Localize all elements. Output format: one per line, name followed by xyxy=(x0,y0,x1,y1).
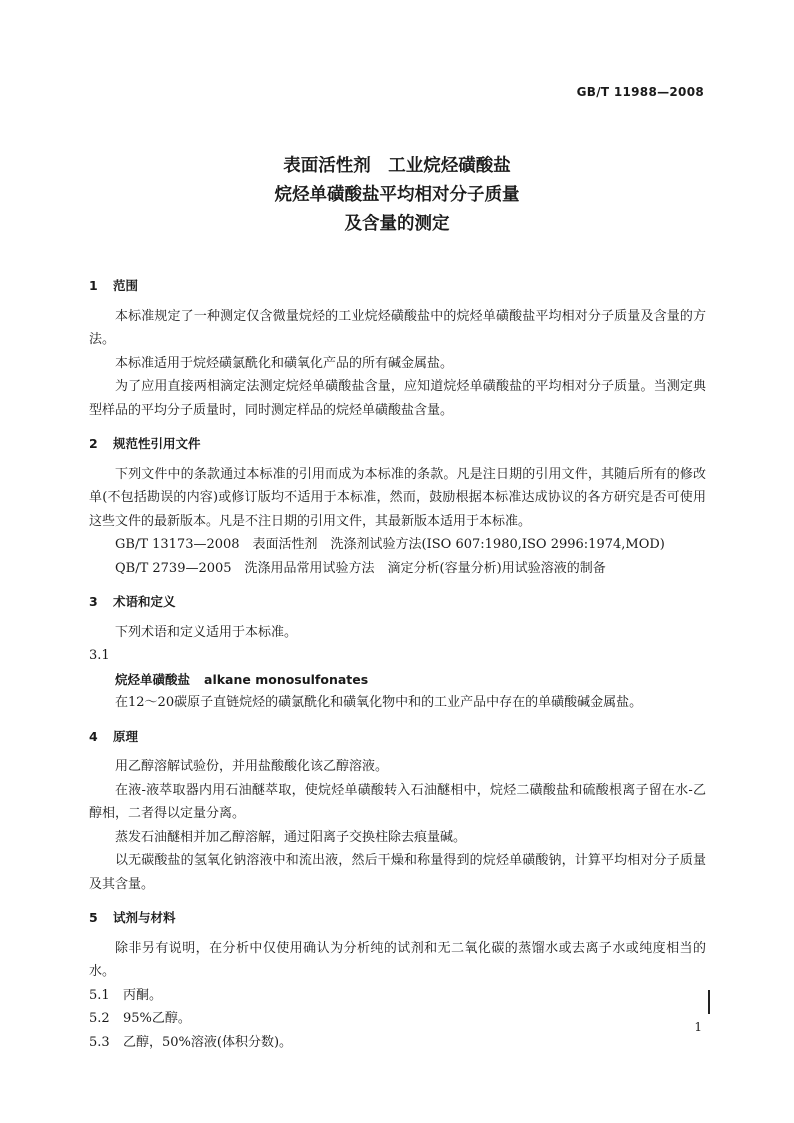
title-line-2: 烷烃单磺酸盐平均相对分子质量 xyxy=(274,185,520,205)
title-line-1: 表面活性剂 工业烷烃磺酸盐 xyxy=(283,156,511,176)
section-heading xyxy=(89,725,706,749)
paragraph: 用乙醇溶解试验份，并用盐酸酸化该乙醇溶液。 xyxy=(115,759,389,774)
term-chinese: 烷烃单磺酸盐 xyxy=(115,671,191,687)
item-number: 5.2 xyxy=(89,1011,110,1026)
term-definition: 在12～20碳原子直链烷烃的磺氯酰化和磺氧化物中和的工业产品中存在的单磺酸碱金属盐。 xyxy=(115,695,643,710)
section-terms xyxy=(89,590,706,715)
item-text: 乙醇，50%溶液(体积分数)。 xyxy=(123,1034,293,1050)
paragraph: 蒸发石油醚相并加乙醇溶解，通过阳离子交换柱除去痕量碱。 xyxy=(115,829,467,845)
section-number: 2 xyxy=(89,436,98,451)
paragraph: 下列术语和定义适用于本标准。 xyxy=(115,624,298,640)
paragraph: 为了应用直接两相滴定法测定烷烃单磺酸盐含量，应知道烷烃单磺酸盐的平均相对分子质量。当测定典型样品的平均分子质量时，同时测定样品的烷烃单磺酸盐含量。 xyxy=(89,379,706,418)
section-reagents xyxy=(89,906,706,1054)
document-title xyxy=(0,152,794,239)
page-number: 1 xyxy=(694,1020,702,1034)
change-bar xyxy=(708,990,710,1014)
section-number: 1 xyxy=(89,278,98,293)
section-number: 4 xyxy=(89,728,98,744)
section-heading xyxy=(89,590,706,614)
title-line-3: 及含量的测定 xyxy=(344,214,450,234)
item-text: 丙酮。 xyxy=(123,987,163,1003)
document-body xyxy=(89,274,706,1064)
section-title: 原理 xyxy=(113,728,139,744)
paragraph: 在液-液萃取器内用石油醚萃取，使烷烃单磺酸转入石油醚相中，烷烃二磺酸盐和硫酸根离子留在水-乙醇相，二者得以定量分离。 xyxy=(89,782,706,821)
section-normative-references xyxy=(89,432,706,580)
term-entry xyxy=(89,668,706,692)
section-title: 术语和定义 xyxy=(113,594,176,609)
item-text: 95%乙醇。 xyxy=(123,1011,191,1026)
reference-item: GB/T 13173—2008 表面活性剂 洗涤剂试验方法(ISO 607:1980,ISO 2996:1974,MOD) xyxy=(115,537,665,552)
paragraph: 除非另有说明，在分析中仅使用确认为分析纯的试剂和无二氧化碳的蒸馏水或去离子水或纯度相当的水。 xyxy=(89,940,706,979)
list-item xyxy=(89,1007,706,1031)
standard-number: GB/T 11988—2008 xyxy=(576,85,704,99)
item-number: 5.3 xyxy=(89,1034,110,1050)
section-principle xyxy=(89,725,706,897)
section-title: 范围 xyxy=(113,278,139,293)
list-item xyxy=(89,1031,706,1055)
list-item xyxy=(89,984,706,1008)
paragraph: 本标准适用于烷烃磺氯酰化和磺氧化产品的所有碱金属盐。 xyxy=(115,355,454,371)
paragraph: 以无碳酸盐的氢氧化钠溶液中和流出液，然后干燥和称量得到的烷烃单磺酸钠，计算平均相对分子质量及其含量。 xyxy=(89,853,706,892)
section-title: 规范性引用文件 xyxy=(113,436,201,451)
paragraph: 下列文件中的条款通过本标准的引用而成为本标准的条款。凡是注日期的引用文件，其随后所有的修改单(不包括勘误的内容)或修订版均不适用于本标准，然而，鼓励根据本标准达成协议的各方研究是否可使用这些文件的最新版本。凡是不注日期的引用文件，其最新版本适用于本标准。 xyxy=(89,466,706,529)
section-title: 试剂与材料 xyxy=(113,910,176,925)
reference-item: QB/T 2739—2005 洗涤用品常用试验方法 滴定分析(容量分析)用试验溶液的制备 xyxy=(115,560,606,576)
section-scope xyxy=(89,274,706,422)
item-number: 5.1 xyxy=(89,987,110,1003)
clause-number: 3.1 xyxy=(89,648,110,663)
paragraph: 本标准规定了一种测定仅含微量烷烃的工业烷烃磺酸盐中的烷烃单磺酸盐平均相对分子质量及含量的方法。 xyxy=(89,308,706,347)
section-heading xyxy=(89,432,706,456)
term-english: alkane monosulfonates xyxy=(204,671,369,687)
section-heading xyxy=(89,274,706,298)
section-number: 3 xyxy=(89,594,98,609)
section-heading xyxy=(89,906,706,930)
section-number: 5 xyxy=(89,910,98,925)
